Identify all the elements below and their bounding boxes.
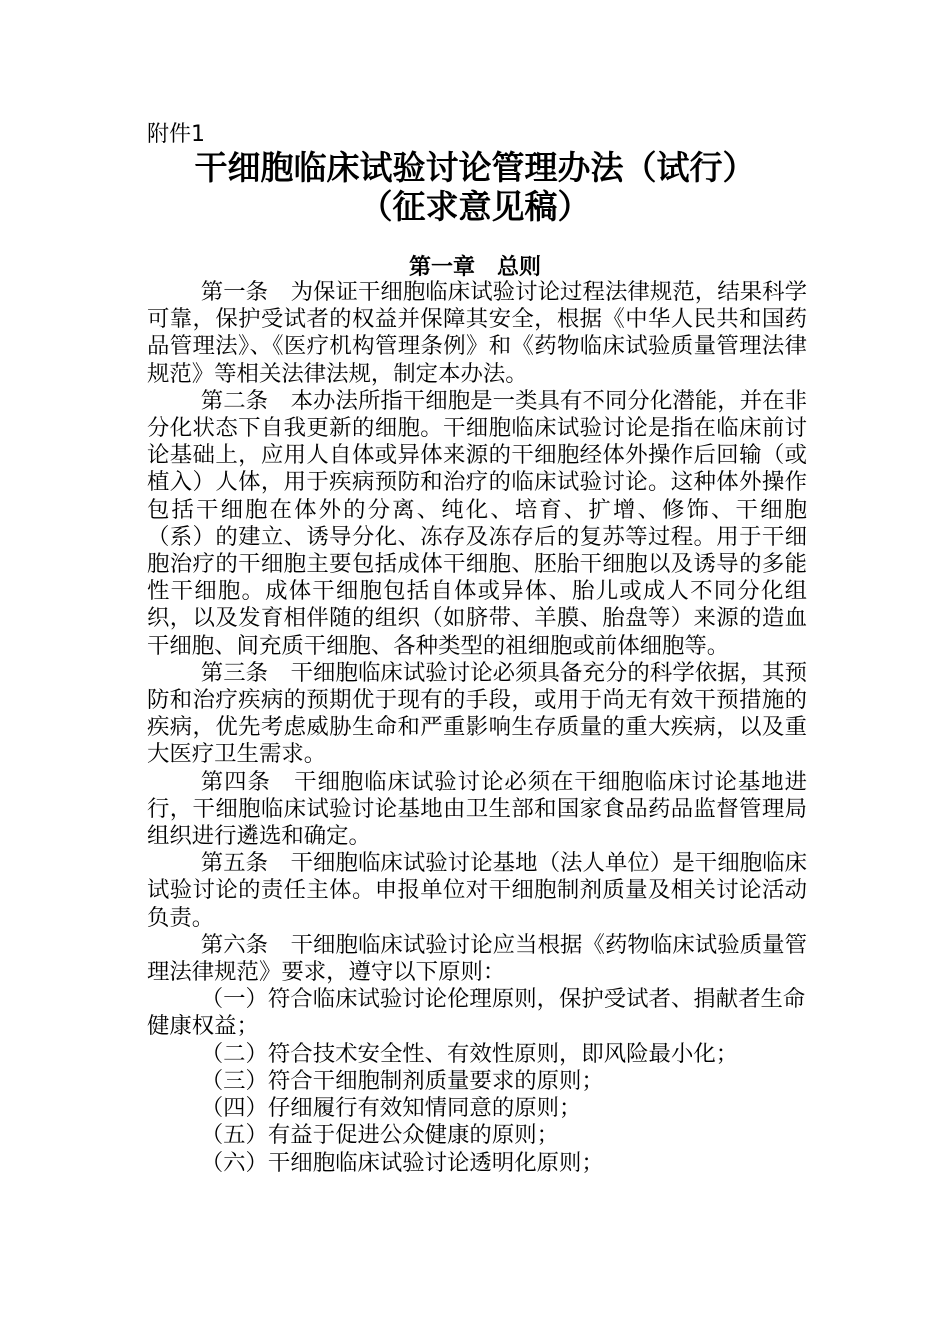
article-2: 第二条 本办法所指干细胞是一类具有不同分化潜能，并在非分化状态下自我更新的细胞。干细胞临床试验讨论是指在临床前讨论基础上，应用人自体或异体来源的干细胞经体外操作后回输（或植入）人体，用于疾病预防和治疗的临床试验讨论。这种体外操作包括干细胞在体外的分离、纯化、培育、扩增、修饰、干细胞（系）的建立、诱导分化、冻存及冻存后的复苏等过程。用于干细胞治疗的干细胞主要包括成体干细胞、胚胎干细胞以及诱导的多能性干细胞。成体干细胞包括自体或异体、胎儿或成人不同分化组织，以及发育相伴随的组织（如脐带、羊膜、胎盘等）来源的造血干细胞、间充质干细胞、各种类型的祖细胞或前体细胞等。 [147,387,807,659]
article-3: 第三条 干细胞临床试验讨论必须具备充分的科学依据，其预防和治疗疾病的预期优于现有的手段，或用于尚无有效干预措施的疾病，优先考虑威胁生命和严重影响生存质量的重大疾病，以及重大医疗卫生需求。 [147,659,807,768]
document-subtitle: （征求意见稿） [359,187,591,226]
principle-item: （六）干细胞临床试验讨论透明化原则； [200,1149,604,1176]
principle-item: （四）仔细履行有效知情同意的原则； [200,1095,582,1122]
principle-item: （一）符合临床试验讨论伦理原则，保护受试者、捐献者生命健康权益； [147,986,806,1040]
chapter-heading: 第一章 总则 [408,254,541,280]
article-4: 第四条 干细胞临床试验讨论必须在干细胞临床讨论基地进行，干细胞临床试验讨论基地由卫生部和国家食品药品监督管理局组织进行遴选和确定。 [147,768,807,850]
document-title: 干细胞临床试验讨论管理办法（试行） [194,148,756,187]
article-1: 第一条 为保证干细胞临床试验讨论过程法律规范，结果科学可靠，保护受试者的权益并保障其安全，根据《中华人民共和国药品管理法》、《医疗机构管理条例》和《药物临床试验质量管理法律规范》等相关法律法规，制定本办法。 [147,279,807,387]
principle-item: （二）符合技术安全性、有效性原则，即风险最小化； [200,1040,739,1067]
article-5: 第五条 干细胞临床试验讨论基地（法人单位）是干细胞临床试验讨论的责任主体。申报单位对干细胞制剂质量及相关讨论活动负责。 [147,850,807,931]
principle-item: （三）符合干细胞制剂质量要求的原则； [200,1067,604,1094]
attachment-label: 附件1 [147,122,205,147]
document-body [147,279,807,1177]
article-6: 第六条 干细胞临床试验讨论应当根据《药物临床试验质量管理法律规范》要求，遵守以下原则： [147,931,807,986]
principle-item: （五）有益于促进公众健康的原则； [200,1122,559,1149]
